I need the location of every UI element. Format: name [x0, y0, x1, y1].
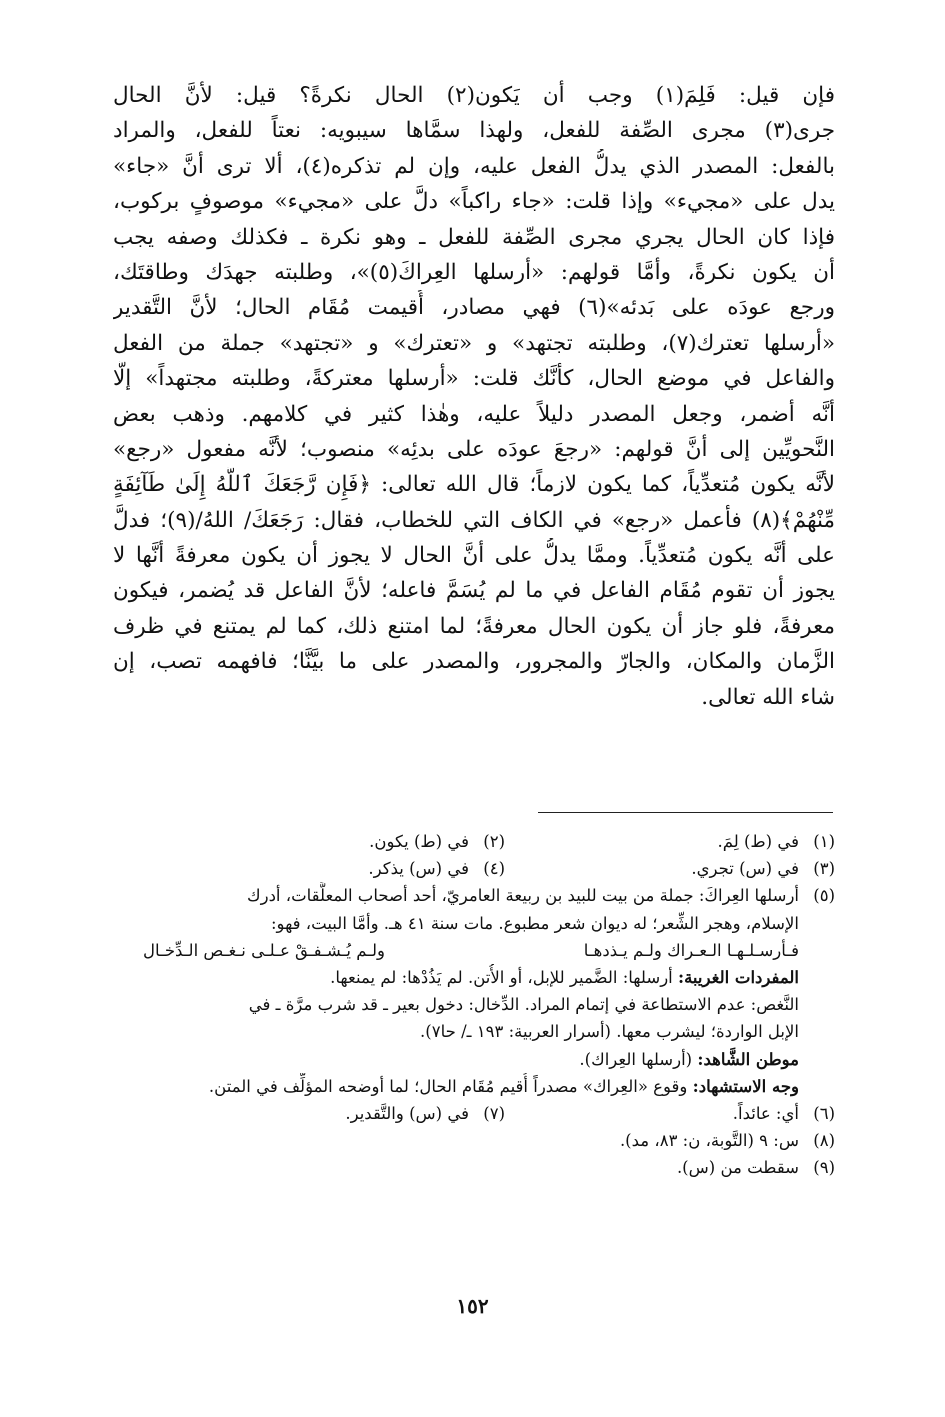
evidence-reason-label: وجه الاستشهاد:	[692, 1076, 799, 1096]
footnote-text: في (س) والتَّقدير.	[345, 1103, 469, 1123]
footnote-continuation: النَّغص: عدم الاستطاعة في إتمام المراد. الدِّخال: دخول بعير ـ قد شرب مرَّة ـ في	[248, 995, 799, 1015]
evidence-location-text: (أرسلها العِراك).	[579, 1049, 693, 1069]
footnote-row	[113, 1154, 835, 1181]
text-line: أن يكون نكرةً، وأمَّا قولهم: «أرسلها العِراكَ(٥)»، وطلبته جهدَك وطاقتَك،	[113, 259, 835, 285]
verse-second-hemistich: ولـم يُـشـفـقْ عـلـى نـغـص الـدِّخـال	[143, 940, 386, 960]
text-line: يجوز أن تقوم مُقَام الفاعل في ما لم يُسَمَّ فاعله؛ لأنَّ الفاعل قد يُضمر، فيكون	[113, 578, 835, 604]
text-line: يدل على «مجيء» وإذا قلت: «جاء راكباً» دلَّ على «مجيء» موصوفٍ بركوب،	[113, 189, 835, 215]
text-line: أنَّه أضمر، وجعل المصدر دليلاً عليه، وهٰذا كثير في كلامهم. وذهب بعض	[113, 401, 835, 427]
footnotes-block	[113, 828, 835, 1181]
footnote-text: أرسلها العِراكَ: جملة من بيت للبيد بن ربيعة العامريّ، أحد أصحاب المعلَّقات، أدرك	[247, 886, 799, 906]
footnote-divider	[538, 812, 833, 813]
footnote-text: في (س) يذكر.	[368, 859, 469, 879]
footnote-number: (٩)	[813, 1158, 835, 1178]
text-line: ورجع عودَه على بَدئه»(٦) فهي مصادر، أُقيمت مُقَام الحال؛ لأنَّ التَّقدير	[113, 295, 835, 321]
text-line: شاء الله تعالى.	[701, 684, 835, 710]
footnote-text: أي: عائداً.	[732, 1103, 799, 1123]
footnote-evidence-reason	[113, 1073, 835, 1100]
text-line: جرى(٣) مجرى الصِّفة للفعل، ولهذا سمَّاها سيبويه: نعتاً للفعل، والمراد	[113, 118, 835, 144]
page-number: ١٥٢	[456, 1294, 489, 1318]
main-text-block	[113, 78, 835, 715]
text-line: الزَّمان والمكان، والجارّ والمجرور، والمصدر على ما بيَّنَّا؛ فافهمه تصب، إن	[113, 649, 835, 675]
text-line: على أنَّه يكون مُتعدِّياً. وممَّا يدلُّ على أنَّ الحال لا يجوز أن يكون معرفةً أنَّها لا	[113, 543, 835, 569]
footnote-evidence-location	[113, 1046, 835, 1073]
footnote-row	[113, 1100, 835, 1127]
footnote-row	[113, 828, 835, 855]
footnote-text: في (ط) لِمَ.	[717, 832, 799, 851]
text-line: والفاعل في موضع الحال، كأنَّك قلت: «أرسلها معتركةً، وطلبته مجتهداً» إلَّا	[113, 366, 835, 392]
evidence-location-label: موطن الشَّاهد:	[697, 1049, 799, 1069]
vocabulary-label: المفردات الغريبة:	[678, 967, 799, 987]
footnote-number: (٤)	[483, 859, 505, 879]
text-line: لأنَّه يكون مُتعدِّياً، كما يكون لازماً؛ قال الله تعالى: ﴿فَإِن رَّجَعَكَ ٱللَّهُ إِلَىٰ طَآئِفَةٍ	[113, 472, 835, 498]
poetry-verse	[113, 937, 835, 964]
verse-first-hemistich: فـأرسـلـهـا الـعـراك ولـم يـذدهـا	[583, 940, 799, 960]
footnote-number: (١)	[813, 832, 835, 851]
text-line: النَّحويِّين إلى أنَّ قولهم: «رجعَ عودَه على بدئِه» منصوب؛ لأنَّه مفعول «رجع»	[113, 436, 835, 462]
vocabulary-text: أرسلها: الضَّمير للإبل، أو الأُتن. لم يَذُدْها: لم يمنعها.	[330, 967, 673, 987]
footnote-number: (٣)	[813, 859, 835, 879]
footnote-number: (٧)	[483, 1103, 505, 1123]
footnote-number: (٥)	[813, 886, 835, 906]
footnote-text: في (ط) يكون.	[369, 832, 469, 851]
footnote-row	[113, 855, 835, 882]
footnote-number: (٦)	[813, 1103, 835, 1123]
footnote-number: (٢)	[483, 832, 505, 851]
text-line: بالفعل: المصدر الذي يدلُّ الفعل عليه، وإن لم تذكره(٤)، ألا ترى أنَّ «جاء»	[113, 153, 835, 179]
text-line: فإن قيل: فَلِمَ(١) وجب أن يَكون(٢) الحال نكرةً؟ قيل: لأنَّ الحال	[113, 83, 835, 108]
text-line: مِّنْهُمْ﴾(٨) فأعمل «رجع» في الكاف التي للخطاب، فقال: رَجَعَكَ/ اللهُ/(٩)؛ فدلَّ	[113, 507, 835, 533]
text-line: «أرسلها تعترك(٧)، وطلبته تجتهد» و «تعترك» و «تجتهد» جملة من الفعل	[113, 330, 835, 356]
footnote-text: س: ٩ (التَّوبة، ن: ٨٣، مد).	[619, 1131, 799, 1151]
footnote-vocabulary	[113, 964, 835, 991]
footnote-continuation: الإسلام، وهجر الشِّعر؛ له ديوان شعر مطبوع. مات سنة ٤١ هـ. وأمَّا البيت، فهو:	[270, 913, 799, 933]
footnote-continuation: الإبل الواردة؛ ليشرب معها. (أسرار العربية: ١٩٣ ـ/ حا٧).	[420, 1022, 799, 1042]
footnote-text: في (س) تجري.	[691, 859, 799, 879]
footnote-text: سقطت من (س).	[676, 1158, 799, 1178]
text-line: فإذا كان الحال يجري مجرى الصِّفة للفعل ـ وهو نكرة ـ فكذلك وصفه يجب	[113, 224, 835, 250]
footnote-number: (٨)	[813, 1131, 835, 1151]
evidence-reason-text: وقوع «العِراك» مصدراً أُقيم مُقَام الحال؛ لما أوضحه المؤلِّف في المتن.	[208, 1076, 688, 1096]
footnote-row	[113, 1127, 835, 1154]
text-line: معرفةً، فلو جاز أن يكون الحال معرفةً؛ لما امتنع ذلك، كما لم يمتنع في ظرف	[113, 613, 835, 639]
footnote-row	[113, 882, 835, 909]
